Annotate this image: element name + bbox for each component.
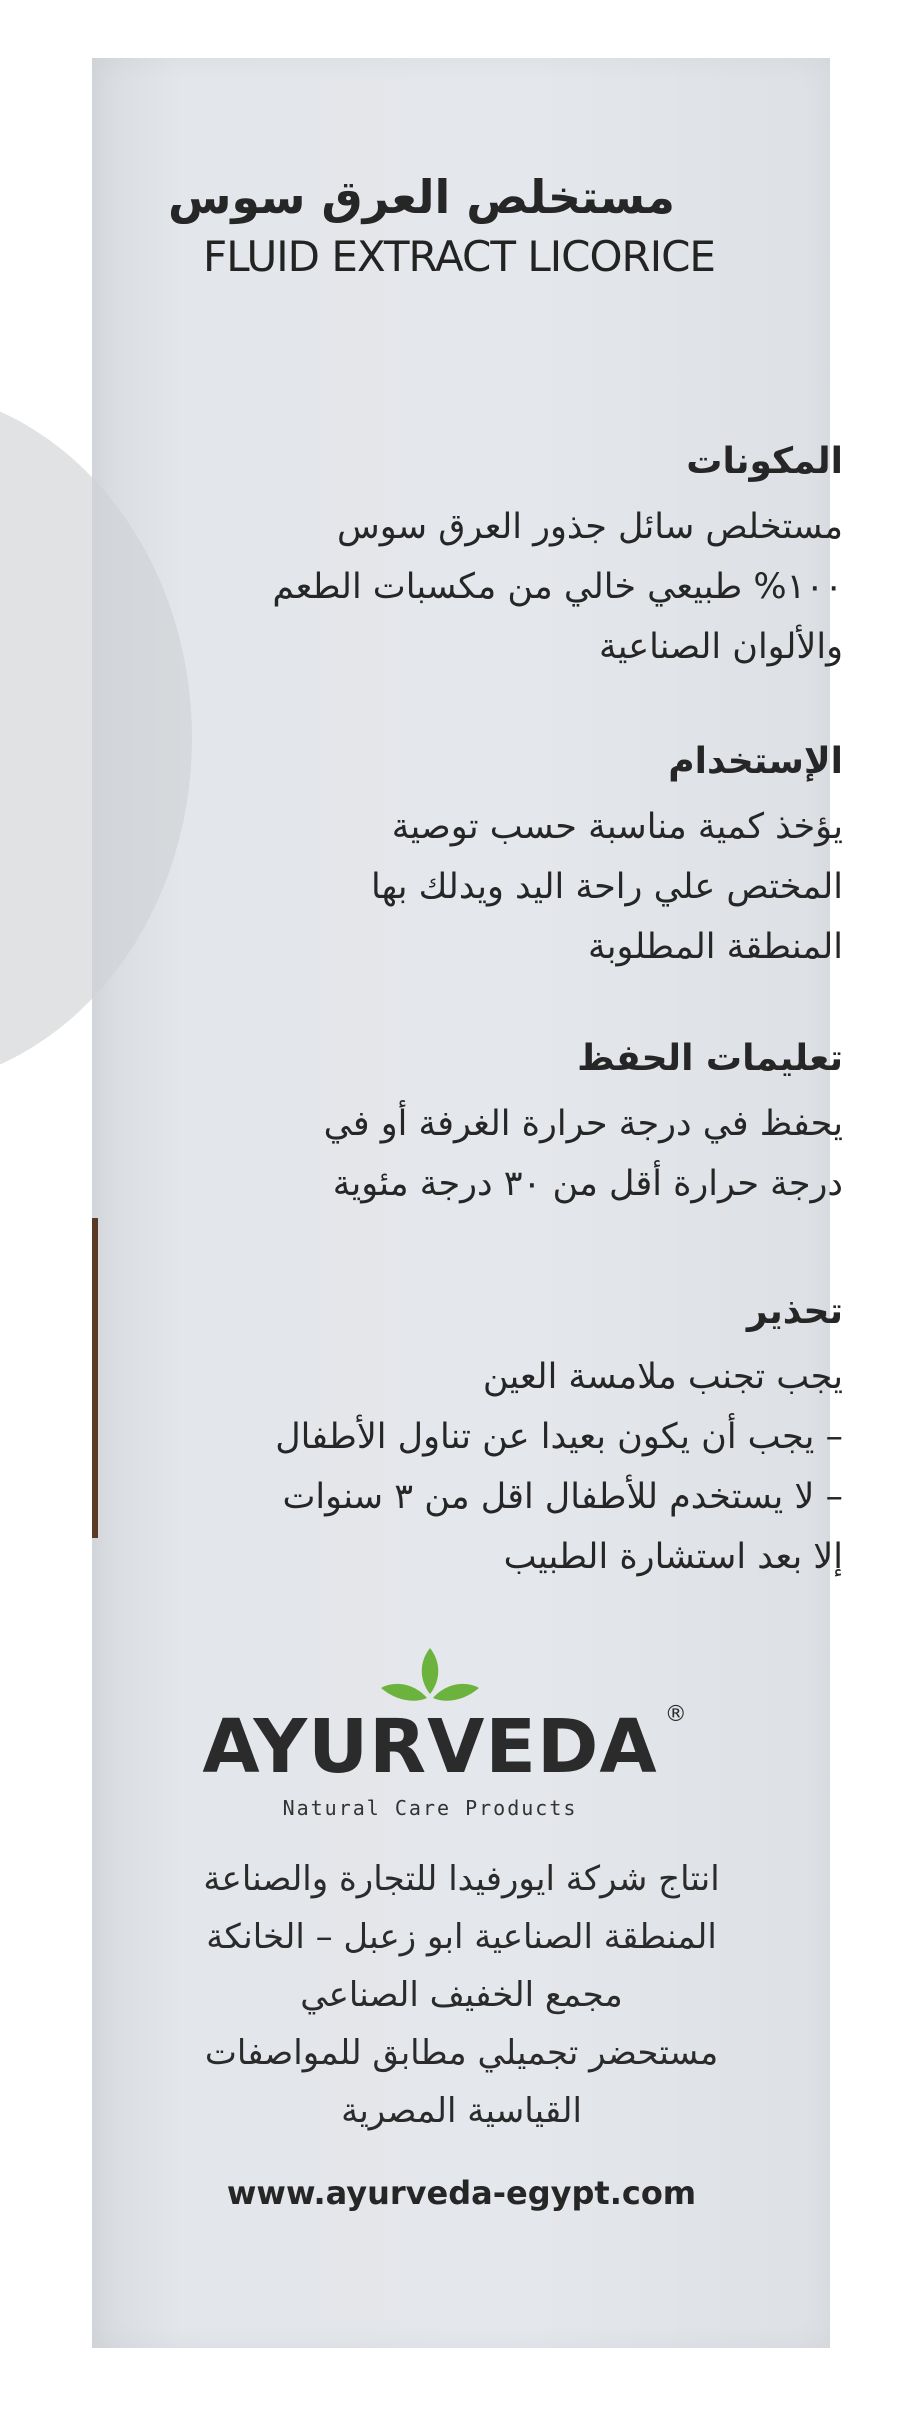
usage-heading: الإستخدام [668,741,843,782]
warning-section [275,1290,843,1587]
manufacturer-line: مجمع الخفيف الصناعي [300,1975,623,2015]
storage-heading: تعليمات الحفظ [577,1038,843,1079]
usage-line: المنطقة المطلوبة [588,927,843,968]
ingredients-line: ١٠٠% طبيعي خالي من مكسبات الطعم [272,567,843,608]
manufacturer-line: مستحضر تجميلي مطابق للمواصفات [204,2033,719,2073]
manufacturer-line: القياسية المصرية [341,2091,582,2131]
warning-line: يجب تجنب ملامسة العين [482,1357,843,1398]
website-url: www.ayurveda-egypt.com [226,2174,697,2212]
manufacturer-line: انتاج شركة ايورفيدا للتجارة والصناعة [203,1859,720,1899]
brand-wordmark [202,1702,688,1790]
registered-mark: ® [664,1702,688,1727]
ingredients-section [272,440,843,677]
product-title-arabic: مستخلص العرق سوس [167,170,676,224]
warning-line: – يجب أن يكون بعيدا عن تناول الأطفال [275,1417,843,1458]
storage-line: يحفظ في درجة حرارة الغرفة أو في [323,1104,843,1145]
warning-line: إلا بعد استشارة الطبيب [503,1537,843,1578]
brand-name: AYURVEDA [202,1704,658,1790]
ingredients-line: والألوان الصناعية [598,627,843,668]
warning-heading: تحذير [746,1291,843,1332]
usage-section [371,740,843,977]
manufacturer-line: المنطقة الصناعية ابو زعبل – الخانكة [206,1917,717,1957]
brand-tagline: Natural Care Products [282,1796,578,1820]
warning-line: – لا يستخدم للأطفال اقل من ٣ سنوات [282,1477,843,1518]
bottle-edge-shadow [0,388,192,1088]
bottle-edge-strip [92,1218,98,1538]
ayurveda-logo [150,1640,710,1820]
usage-line: المختص علي راحة اليد ويدلك بها [371,867,843,908]
ingredients-heading: المكونات [686,441,843,482]
manufacturer-info [110,1850,813,2140]
storage-section [324,1037,843,1214]
ingredients-line: مستخلص سائل جذور العرق سوس [336,507,843,548]
product-title-english: FLUID EXTRACT LICORICE [203,232,715,281]
usage-line: يؤخذ كمية مناسبة حسب توصية [391,807,843,848]
storage-line: درجة حرارة أقل من ٣٠ درجة مئوية [332,1164,843,1205]
